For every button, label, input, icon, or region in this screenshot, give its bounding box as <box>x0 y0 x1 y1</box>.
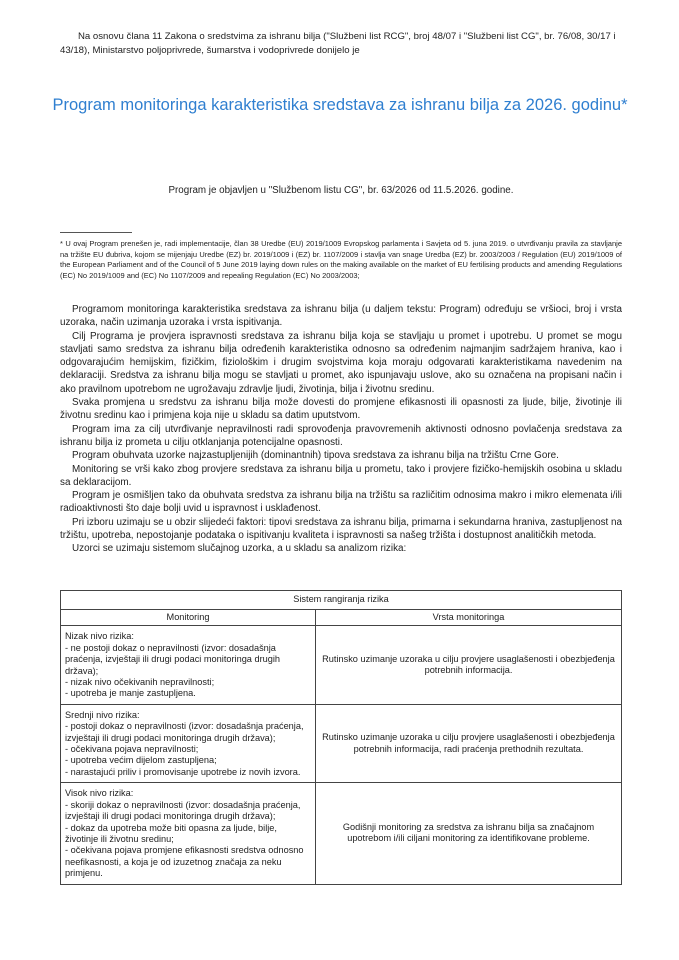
risk-criteria-list <box>65 800 311 880</box>
list-item: - postoji dokaz o nepravilnosti (izvor: dosadašnja praćenja, izvještaji ili drugi podaci monitoringa drugih država); <box>65 721 304 743</box>
list-item: - skoriji dokaz o nepravilnosti (izvor: dosadašnja praćenja, izvještaji ili drugi podaci monitoringa drugih država); <box>65 799 301 822</box>
paragraph: Cilj Programa je provjera ispravnosti sredstava za ishranu bilja koja se stavljaju u promet i upotrebu. U promet se mogu stavljati samo sredstva za ishranu bilja određenih karakteristika odnosno sa određenim najmanjim sadržajem hraniva, kao i odgovarajućim hemijskim, fizičkim, fiziološkim i drugim svojstvima koja moraju odgovarati karakteristikama navedenim na deklaraciji. Sredstva za ishranu bilja mogu se stavljati u promet, ako ispunjavaju uslove, ako su označena na propisani način i ako pravilnom upotrebom ne ugrožavaju zdravlje ljudi, životinja, bilja i životnu sredinu. <box>60 330 622 395</box>
monitoring-type-cell: Rutinsko uzimanje uzoraka u cilju provjere usaglašenosti i obezbjeđenja potrebnih informacija, radi praćenja prethodnih rezultata. <box>316 704 622 782</box>
column-header-monitoring-type: Vrsta monitoringa <box>316 610 622 626</box>
list-item: - narastajući priliv i promovisanje upotrebe iz novih izvora. <box>65 766 301 777</box>
list-item: - upotreba većim dijelom zastupljena; <box>65 755 217 766</box>
list-item: - ne postoji dokaz o nepravilnosti (izvor: dosadašnja praćenja, izvještaji ili drugi podaci monitoringa drugih država); <box>65 642 281 676</box>
table-header-row <box>61 610 622 626</box>
risk-ranking-table <box>60 590 622 885</box>
risk-level-label: Nizak nivo rizika: <box>65 631 134 642</box>
publication-note: Program je objavljen u "Službenom listu CG", br. 63/2026 od 11.5.2026. godine. <box>168 185 514 196</box>
footnote-divider <box>60 232 132 233</box>
risk-criteria-cell <box>61 783 316 884</box>
risk-criteria-list <box>65 721 311 778</box>
paragraph: Monitoring se vrši kako zbog provjere sredstava za ishranu bilja u prometu, tako i provjere fizičko-hemijskih osobina u skladu sa deklaracijom. <box>60 463 622 488</box>
list-item: - očekivana pojava nepravilnosti; <box>65 744 199 755</box>
column-header-monitoring: Monitoring <box>61 610 316 626</box>
paragraph: Program ima za cilj utvrđivanje nepravilnosti radi sprovođenja pravovremenih aktivnosti odnosno povlačenja sredstava za ishranu bilja iz prometa u cilju otklanjanja potencijalne opasnosti. <box>60 423 622 448</box>
paragraph: Svaka promjena u sredstvu za ishranu bilja može dovesti do promjene efikasnosti ili opasnosti za ljude, bilje, životinje ili životnu sredinu kao i primjena koja nije u skladu sa datim uputstvom. <box>60 397 622 422</box>
list-item: - očekivana pojava promjene efikasnosti sredstva odnosno neefikasnosti, a koja je od izuzetnog značaja za neku primjenu. <box>65 845 304 879</box>
footnote: * U ovaj Program prenešen je, radi implementacije, član 38 Uredbe (EU) 2019/1009 Evropskog parlamenta i Savjeta od 5. juna 2019. o utvrđivanju pravila za stavljanje na tržište EU đubriva, kojom se mijenjaju Uredbe (EZ) br. 2019/1009 i (EZ) br. 1107/2009 i stavlja van snage Uredba (EZ) br. 2003/2003 / Regulation (EU) 2019/1009 of the European Parliament and of the Council of 5 June 2019 laying down rules on the making available on the market of EU fertilising products and amending Regulations (EC) No 2019/1009 and (EC) No 1107/2009 and repealing Regulation (EC) No 2003/2003; <box>60 239 622 280</box>
document-body <box>60 303 622 556</box>
table-caption: Sistem rangiranja rizika <box>61 591 622 610</box>
paragraph: Program je osmišljen tako da obuhvata sredstva za ishranu bilja na tržištu sa različitim odnosima makro i mikro elemenata i/ili radioaktivnosti što daje bolji uvid u ispravnost i usklađenost. <box>60 490 622 515</box>
paragraph: Pri izboru uzimaju se u obzir slijedeći faktori: tipovi sredstava za ishranu bilja, primarna i sekundarna hraniva, zastupljenost na tržištu, upotreba, nepostojanje podataka o ispitivanju kvaliteta i ispravnosti sa našeg tržišta i dostupnost analitičkih metoda. <box>60 516 622 542</box>
list-item: - dokaz da upotreba može biti opasna za ljude, bilje, životinje ili životnu sredinu; <box>65 822 277 844</box>
paragraph: Uzorci se uzimaju sistemom slučajnog uzorka, a u skladu sa analizom rizika: <box>72 543 407 555</box>
table-row <box>61 626 622 704</box>
list-item: - nizak nivo očekivanih nepravilnosti; <box>65 677 215 688</box>
risk-level-label: Srednji nivo rizika: <box>65 709 140 720</box>
paragraph: Programom monitoringa karakteristika sredstava za ishranu bilja (u daljem tekstu: Program) određuju se vršioci, broj i vrsta uzoraka, način uzimanja uzoraka i vrsta ispitivanja. <box>60 304 622 329</box>
document-title: Program monitoringa karakteristika sredstava za ishranu bilja za 2026. godinu* <box>52 96 628 114</box>
table-row <box>61 704 622 782</box>
risk-criteria-cell <box>61 626 316 704</box>
monitoring-type-cell: Rutinsko uzimanje uzoraka u cilju provjere usaglašenosti i obezbjeđenja potrebnih informacija. <box>316 626 622 704</box>
risk-criteria-list <box>65 643 311 700</box>
risk-criteria-cell <box>61 704 316 782</box>
risk-level-label: Visok nivo rizika: <box>65 788 134 799</box>
paragraph: Program obuhvata uzorke najzastupljenijih (dominantnih) tipova sredstava za ishranu bilja na tržištu Crne Gore. <box>72 450 559 462</box>
table-caption-row <box>61 591 622 610</box>
monitoring-type-cell: Godišnji monitoring za sredstva za ishranu bilja sa značajnom upotrebom i/ili ciljani monitoring za identifikovane probleme. <box>316 783 622 884</box>
legal-preamble: Na osnovu člana 11 Zakona o sredstvima za ishranu bilja ("Službeni list RCG", broj 48/07 i "Službeni list CG", br. 76/08, 30/17 i 43/18), Ministarstvo poljoprivrede, šumarstva i vodoprivrede donijelo je <box>60 31 616 56</box>
table-row <box>61 783 622 884</box>
list-item: - upotreba je manje zastupljena. <box>65 688 196 699</box>
